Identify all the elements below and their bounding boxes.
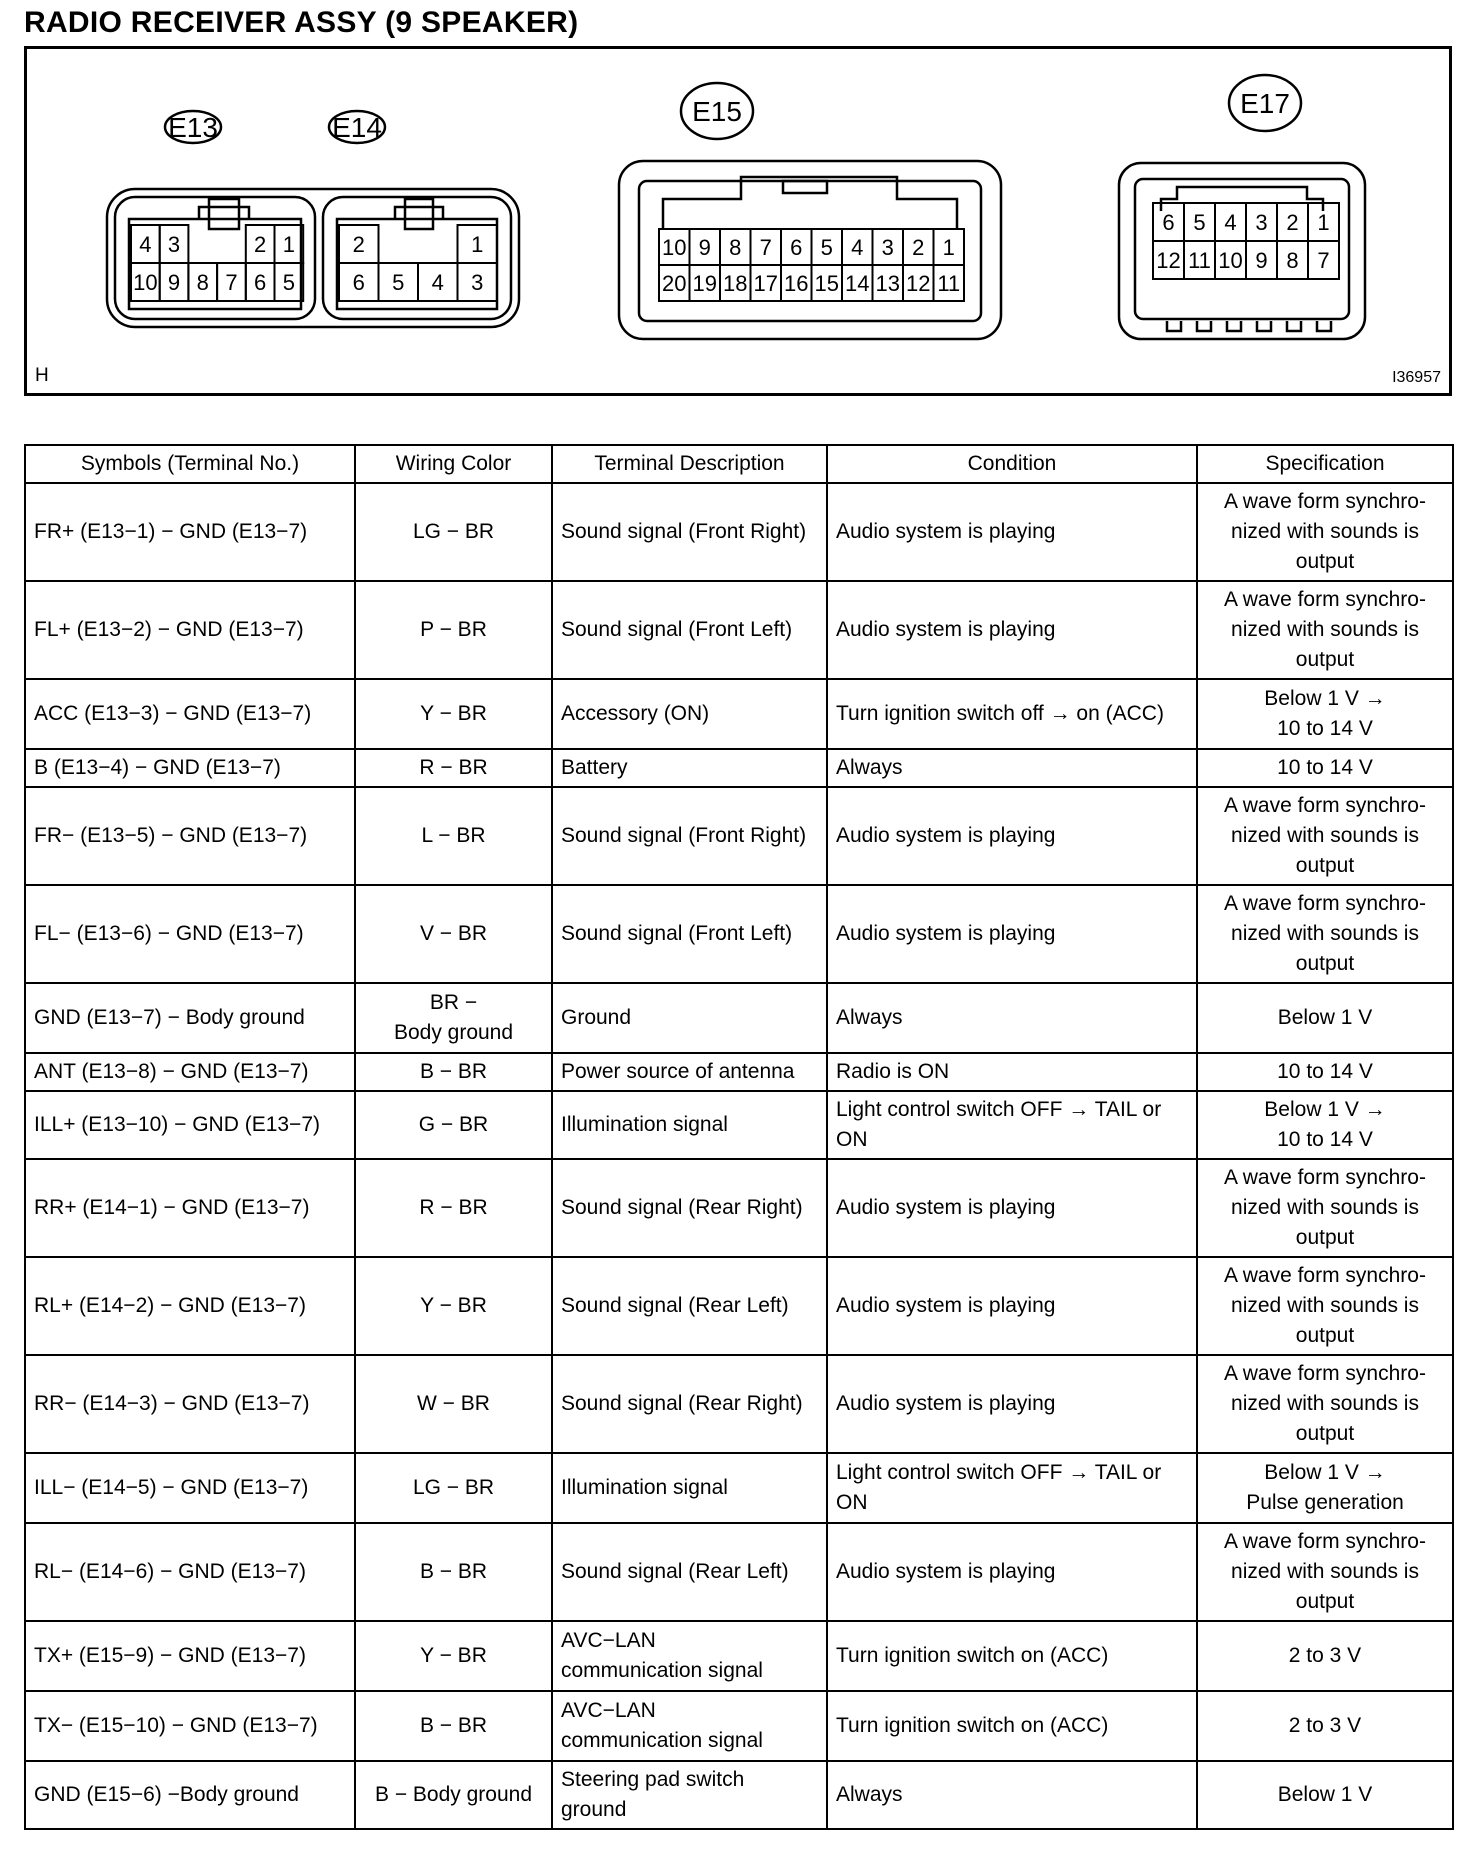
pin-number: 4 bbox=[851, 235, 864, 260]
cell-wiring-color: R − BR bbox=[355, 1159, 552, 1257]
pin-number: 3 bbox=[167, 232, 181, 257]
corner-label: H bbox=[35, 365, 49, 386]
table-row bbox=[25, 1159, 1453, 1257]
cell-wiring-color: Y − BR bbox=[355, 679, 552, 749]
table-row bbox=[25, 885, 1453, 983]
cell-wiring-color: LG − BR bbox=[355, 483, 552, 581]
cell-symbol: GND (E15−6) −Body ground bbox=[25, 1761, 355, 1829]
cell-symbol: TX− (E15−10) − GND (E13−7) bbox=[25, 1691, 355, 1761]
cell-condition: Light control switch OFF → TAIL or ON bbox=[827, 1453, 1197, 1523]
cell-wiring-color: Y − BR bbox=[355, 1621, 552, 1691]
table-row bbox=[25, 1761, 1453, 1829]
header-condition: Condition bbox=[827, 445, 1197, 483]
pin-number: 2 bbox=[912, 235, 925, 260]
cell-wiring-color: BR − Body ground bbox=[355, 983, 552, 1053]
cell-specification: 2 to 3 V bbox=[1197, 1691, 1453, 1761]
pin-number: 8 bbox=[729, 235, 742, 260]
pin-number: 2 bbox=[254, 232, 267, 257]
pin-number: 19 bbox=[692, 271, 717, 296]
cell-wiring-color: B − BR bbox=[355, 1691, 552, 1761]
cell-terminal-description: Battery bbox=[552, 749, 827, 787]
cell-terminal-description: Sound signal (Rear Right) bbox=[552, 1159, 827, 1257]
cell-specification: 10 to 14 V bbox=[1197, 749, 1453, 787]
cell-condition: Turn ignition switch on (ACC) bbox=[827, 1621, 1197, 1691]
pin-number: 3 bbox=[471, 270, 484, 295]
header-symbols: Symbols (Terminal No.) bbox=[25, 445, 355, 483]
figure-id: I36957 bbox=[1392, 369, 1441, 386]
cell-symbol: B (E13−4) − GND (E13−7) bbox=[25, 749, 355, 787]
cell-wiring-color: B − Body ground bbox=[355, 1761, 552, 1829]
cell-symbol: FR− (E13−5) − GND (E13−7) bbox=[25, 787, 355, 885]
header-wiring-color: Wiring Color bbox=[355, 445, 552, 483]
cell-terminal-description: Sound signal (Rear Right) bbox=[552, 1355, 827, 1453]
cell-wiring-color: Y − BR bbox=[355, 1257, 552, 1355]
pin-number: 3 bbox=[881, 235, 894, 260]
cell-specification: Below 1 V → 10 to 14 V bbox=[1197, 1091, 1453, 1159]
table-row bbox=[25, 983, 1453, 1053]
connector-label: E13 bbox=[168, 112, 218, 143]
table-row bbox=[25, 1621, 1453, 1691]
cell-wiring-color: L − BR bbox=[355, 787, 552, 885]
header-terminal-description: Terminal Description bbox=[552, 445, 827, 483]
header-specification: Specification bbox=[1197, 445, 1453, 483]
pin-number: 16 bbox=[784, 271, 809, 296]
cell-terminal-description: Sound signal (Front Left) bbox=[552, 581, 827, 679]
cell-condition: Audio system is playing bbox=[827, 1257, 1197, 1355]
cell-symbol: FL+ (E13−2) − GND (E13−7) bbox=[25, 581, 355, 679]
pin-number: 9 bbox=[167, 270, 181, 295]
pin-number: 1 bbox=[471, 232, 484, 257]
pin-number: 6 bbox=[254, 270, 267, 295]
pin-number: 10 bbox=[662, 235, 687, 260]
page-title: RADIO RECEIVER ASSY (9 SPEAKER) bbox=[24, 6, 579, 39]
pin-number: 17 bbox=[753, 271, 778, 296]
pin-number: 10 bbox=[1218, 248, 1243, 273]
table-row bbox=[25, 1091, 1453, 1159]
table-row bbox=[25, 1053, 1453, 1091]
cell-terminal-description: Sound signal (Rear Left) bbox=[552, 1523, 827, 1621]
cell-specification: A wave form synchro- nized with sounds is output bbox=[1197, 1355, 1453, 1453]
cell-condition: Always bbox=[827, 749, 1197, 787]
cell-specification: A wave form synchro- nized with sounds is output bbox=[1197, 1159, 1453, 1257]
connector-labels bbox=[165, 75, 1301, 143]
cell-condition: Always bbox=[827, 983, 1197, 1053]
table-row bbox=[25, 679, 1453, 749]
cell-symbol: TX+ (E15−9) − GND (E13−7) bbox=[25, 1621, 355, 1691]
cell-terminal-description: AVC−LAN communication signal bbox=[552, 1691, 827, 1761]
pin-number: 18 bbox=[723, 271, 748, 296]
cell-wiring-color: W − BR bbox=[355, 1355, 552, 1453]
pin-number: 6 bbox=[1162, 210, 1175, 235]
cell-symbol: ACC (E13−3) − GND (E13−7) bbox=[25, 679, 355, 749]
pin-number: 7 bbox=[759, 235, 772, 260]
pin-number: 1 bbox=[1317, 210, 1330, 235]
table-row bbox=[25, 483, 1453, 581]
pin-number: 9 bbox=[1255, 248, 1268, 273]
cell-condition: Turn ignition switch off → on (ACC) bbox=[827, 679, 1197, 749]
cell-symbol: RL− (E14−6) − GND (E13−7) bbox=[25, 1523, 355, 1621]
pin-number: 10 bbox=[133, 270, 158, 295]
cell-wiring-color: LG − BR bbox=[355, 1453, 552, 1523]
pin-number: 9 bbox=[698, 235, 711, 260]
cell-specification: Below 1 V bbox=[1197, 1761, 1453, 1829]
cell-wiring-color: B − BR bbox=[355, 1053, 552, 1091]
pin-number: 3 bbox=[1255, 210, 1268, 235]
pin-number: 15 bbox=[814, 271, 839, 296]
pin-number: 2 bbox=[352, 232, 365, 257]
connector-label: E14 bbox=[332, 112, 382, 143]
cell-wiring-color: B − BR bbox=[355, 1523, 552, 1621]
connector-diagram bbox=[24, 46, 1452, 396]
pin-number: 4 bbox=[139, 232, 152, 257]
pin-number: 6 bbox=[352, 270, 365, 295]
connector-drawing bbox=[27, 49, 1449, 393]
e13-latch bbox=[209, 199, 239, 229]
table-body bbox=[25, 483, 1453, 1829]
pin-number: 14 bbox=[845, 271, 870, 296]
terminal-spec-table bbox=[24, 444, 1454, 1830]
pin-number: 6 bbox=[790, 235, 803, 260]
table-row bbox=[25, 1523, 1453, 1621]
cell-specification: 2 to 3 V bbox=[1197, 1621, 1453, 1691]
cell-specification: Below 1 V bbox=[1197, 983, 1453, 1053]
cell-condition: Audio system is playing bbox=[827, 1355, 1197, 1453]
cell-condition: Audio system is playing bbox=[827, 581, 1197, 679]
cell-terminal-description: Illumination signal bbox=[552, 1091, 827, 1159]
pin-number: 2 bbox=[1286, 210, 1299, 235]
table-row bbox=[25, 1691, 1453, 1761]
pin-number: 8 bbox=[1286, 248, 1299, 273]
connector-label: E15 bbox=[692, 96, 742, 127]
cell-wiring-color: V − BR bbox=[355, 885, 552, 983]
cell-terminal-description: Steering pad switch ground bbox=[552, 1761, 827, 1829]
cell-terminal-description: Illumination signal bbox=[552, 1453, 827, 1523]
cell-condition: Audio system is playing bbox=[827, 1159, 1197, 1257]
cell-specification: Below 1 V → 10 to 14 V bbox=[1197, 679, 1453, 749]
cell-terminal-description: Sound signal (Rear Left) bbox=[552, 1257, 827, 1355]
cell-condition: Audio system is playing bbox=[827, 885, 1197, 983]
cell-symbol: ILL− (E14−5) − GND (E13−7) bbox=[25, 1453, 355, 1523]
pin-number: 11 bbox=[1188, 248, 1211, 273]
cell-symbol: ANT (E13−8) − GND (E13−7) bbox=[25, 1053, 355, 1091]
cell-terminal-description: Sound signal (Front Right) bbox=[552, 787, 827, 885]
cell-symbol: GND (E13−7) − Body ground bbox=[25, 983, 355, 1053]
connector-label: E17 bbox=[1240, 88, 1290, 119]
cell-wiring-color: P − BR bbox=[355, 581, 552, 679]
pin-number: 20 bbox=[662, 271, 687, 296]
table-row bbox=[25, 581, 1453, 679]
cell-terminal-description: Sound signal (Front Left) bbox=[552, 885, 827, 983]
cell-terminal-description: Accessory (ON) bbox=[552, 679, 827, 749]
pin-number: 5 bbox=[820, 235, 833, 260]
pin-number: 4 bbox=[1224, 210, 1237, 235]
cell-condition: Audio system is playing bbox=[827, 787, 1197, 885]
table-row bbox=[25, 749, 1453, 787]
pin-number: 5 bbox=[392, 270, 405, 295]
pin-number: 13 bbox=[875, 271, 900, 296]
cell-symbol: FL− (E13−6) − GND (E13−7) bbox=[25, 885, 355, 983]
pin-number: 12 bbox=[906, 271, 931, 296]
pin-number: 8 bbox=[196, 270, 209, 295]
cell-condition: Radio is ON bbox=[827, 1053, 1197, 1091]
pin-number: 7 bbox=[225, 270, 238, 295]
pin-number: 11 bbox=[937, 271, 961, 296]
cell-terminal-description: Sound signal (Front Right) bbox=[552, 483, 827, 581]
cell-wiring-color: G − BR bbox=[355, 1091, 552, 1159]
cell-specification: A wave form synchro- nized with sounds is output bbox=[1197, 581, 1453, 679]
cell-symbol: FR+ (E13−1) − GND (E13−7) bbox=[25, 483, 355, 581]
cell-specification: Below 1 V → Pulse generation bbox=[1197, 1453, 1453, 1523]
table-row bbox=[25, 787, 1453, 885]
cell-terminal-description: Power source of antenna bbox=[552, 1053, 827, 1091]
cell-specification: A wave form synchro- nized with sounds is output bbox=[1197, 1523, 1453, 1621]
cell-specification: A wave form synchro- nized with sounds is output bbox=[1197, 1257, 1453, 1355]
cell-symbol: RL+ (E14−2) − GND (E13−7) bbox=[25, 1257, 355, 1355]
e14-latch bbox=[405, 199, 433, 229]
cell-specification: A wave form synchro- nized with sounds is output bbox=[1197, 483, 1453, 581]
table-header-row bbox=[25, 445, 1453, 483]
pin-number: 5 bbox=[282, 270, 295, 295]
pin-number: 4 bbox=[431, 270, 444, 295]
table-row bbox=[25, 1453, 1453, 1523]
cell-condition: Always bbox=[827, 1761, 1197, 1829]
cell-condition: Turn ignition switch on (ACC) bbox=[827, 1691, 1197, 1761]
cell-specification: A wave form synchro- nized with sounds is output bbox=[1197, 885, 1453, 983]
pin-number: 12 bbox=[1156, 248, 1181, 273]
cell-symbol: RR− (E14−3) − GND (E13−7) bbox=[25, 1355, 355, 1453]
table-row bbox=[25, 1355, 1453, 1453]
cell-condition: Audio system is playing bbox=[827, 483, 1197, 581]
pin-number: 5 bbox=[1193, 210, 1206, 235]
cell-specification: 10 to 14 V bbox=[1197, 1053, 1453, 1091]
pin-number: 1 bbox=[942, 235, 955, 260]
pin-number: 7 bbox=[1317, 248, 1330, 273]
cell-wiring-color: R − BR bbox=[355, 749, 552, 787]
cell-symbol: RR+ (E14−1) − GND (E13−7) bbox=[25, 1159, 355, 1257]
cell-symbol: ILL+ (E13−10) − GND (E13−7) bbox=[25, 1091, 355, 1159]
table-row bbox=[25, 1257, 1453, 1355]
cell-terminal-description: AVC−LAN communication signal bbox=[552, 1621, 827, 1691]
cell-condition: Audio system is playing bbox=[827, 1523, 1197, 1621]
cell-terminal-description: Ground bbox=[552, 983, 827, 1053]
pin-number: 1 bbox=[282, 232, 295, 257]
cell-condition: Light control switch OFF → TAIL or ON bbox=[827, 1091, 1197, 1159]
cell-specification: A wave form synchro- nized with sounds is output bbox=[1197, 787, 1453, 885]
pin-grids bbox=[131, 203, 1339, 301]
